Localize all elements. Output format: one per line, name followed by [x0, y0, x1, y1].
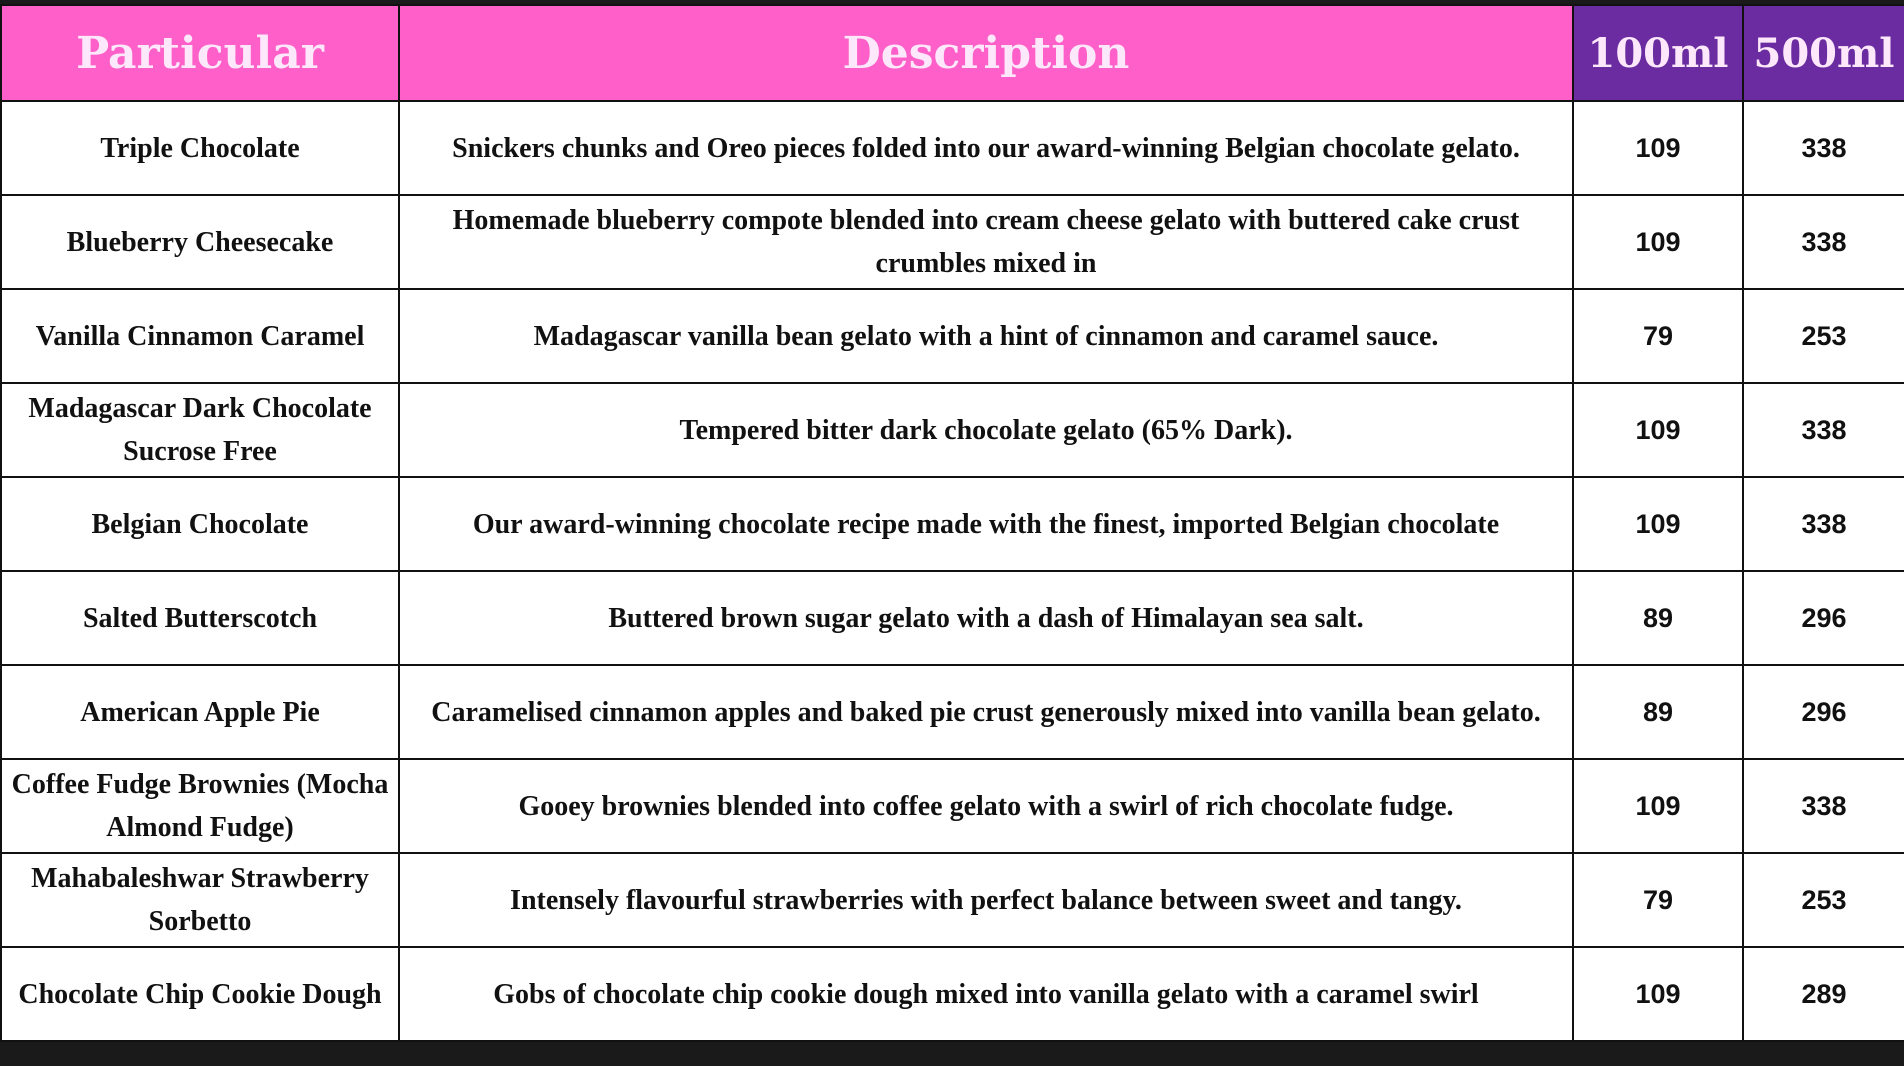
table-row [1, 383, 1904, 477]
flavor-description: Caramelised cinnamon apples and baked pie crust generously mixed into vanilla bean gelato. [399, 665, 1573, 759]
price-500ml: 253 [1743, 853, 1904, 947]
flavor-name: Belgian Chocolate [1, 477, 399, 571]
flavor-name: Madagascar Dark Chocolate Sucrose Free [1, 383, 399, 477]
flavor-name: American Apple Pie [1, 665, 399, 759]
price-100ml: 109 [1573, 947, 1743, 1041]
table-row [1, 477, 1904, 571]
flavor-name: Vanilla Cinnamon Caramel [1, 289, 399, 383]
price-500ml: 338 [1743, 195, 1904, 289]
flavor-name: Coffee Fudge Brownies (Mocha Almond Fudge) [1, 759, 399, 853]
flavor-name: Blueberry Cheesecake [1, 195, 399, 289]
flavor-description: Homemade blueberry compote blended into cream cheese gelato with buttered cake crust crumbles mixed in [399, 195, 1573, 289]
header-500ml: 500ml [1743, 5, 1904, 101]
menu-price-table [0, 4, 1904, 1042]
table-row [1, 195, 1904, 289]
flavor-description: Our award-winning chocolate recipe made with the finest, imported Belgian chocolate [399, 477, 1573, 571]
price-500ml: 338 [1743, 759, 1904, 853]
table-row [1, 853, 1904, 947]
flavor-name: Mahabaleshwar Strawberry Sorbetto [1, 853, 399, 947]
price-100ml: 109 [1573, 759, 1743, 853]
header-particular: Particular [1, 5, 399, 101]
table-row [1, 759, 1904, 853]
flavor-description: Buttered brown sugar gelato with a dash of Himalayan sea salt. [399, 571, 1573, 665]
price-100ml: 109 [1573, 477, 1743, 571]
price-500ml: 289 [1743, 947, 1904, 1041]
price-100ml: 109 [1573, 383, 1743, 477]
price-100ml: 79 [1573, 853, 1743, 947]
table-row [1, 101, 1904, 195]
price-100ml: 79 [1573, 289, 1743, 383]
table-row [1, 665, 1904, 759]
flavor-description: Madagascar vanilla bean gelato with a hint of cinnamon and caramel sauce. [399, 289, 1573, 383]
price-100ml: 109 [1573, 195, 1743, 289]
flavor-name: Salted Butterscotch [1, 571, 399, 665]
table-row [1, 947, 1904, 1041]
flavor-description: Gobs of chocolate chip cookie dough mixed into vanilla gelato with a caramel swirl [399, 947, 1573, 1041]
flavor-description: Snickers chunks and Oreo pieces folded into our award-winning Belgian chocolate gelato. [399, 101, 1573, 195]
flavor-name: Triple Chocolate [1, 101, 399, 195]
flavor-description: Tempered bitter dark chocolate gelato (65% Dark). [399, 383, 1573, 477]
price-500ml: 338 [1743, 477, 1904, 571]
flavor-description: Intensely flavourful strawberries with perfect balance between sweet and tangy. [399, 853, 1573, 947]
price-100ml: 89 [1573, 665, 1743, 759]
price-500ml: 296 [1743, 571, 1904, 665]
price-500ml: 338 [1743, 101, 1904, 195]
flavor-description: Gooey brownies blended into coffee gelato with a swirl of rich chocolate fudge. [399, 759, 1573, 853]
price-500ml: 253 [1743, 289, 1904, 383]
price-100ml: 109 [1573, 101, 1743, 195]
price-500ml: 296 [1743, 665, 1904, 759]
price-500ml: 338 [1743, 383, 1904, 477]
table-row [1, 289, 1904, 383]
flavor-name: Chocolate Chip Cookie Dough [1, 947, 399, 1041]
header-row [1, 5, 1904, 101]
table-row [1, 571, 1904, 665]
header-100ml: 100ml [1573, 5, 1743, 101]
header-description: Description [399, 5, 1573, 101]
price-100ml: 89 [1573, 571, 1743, 665]
